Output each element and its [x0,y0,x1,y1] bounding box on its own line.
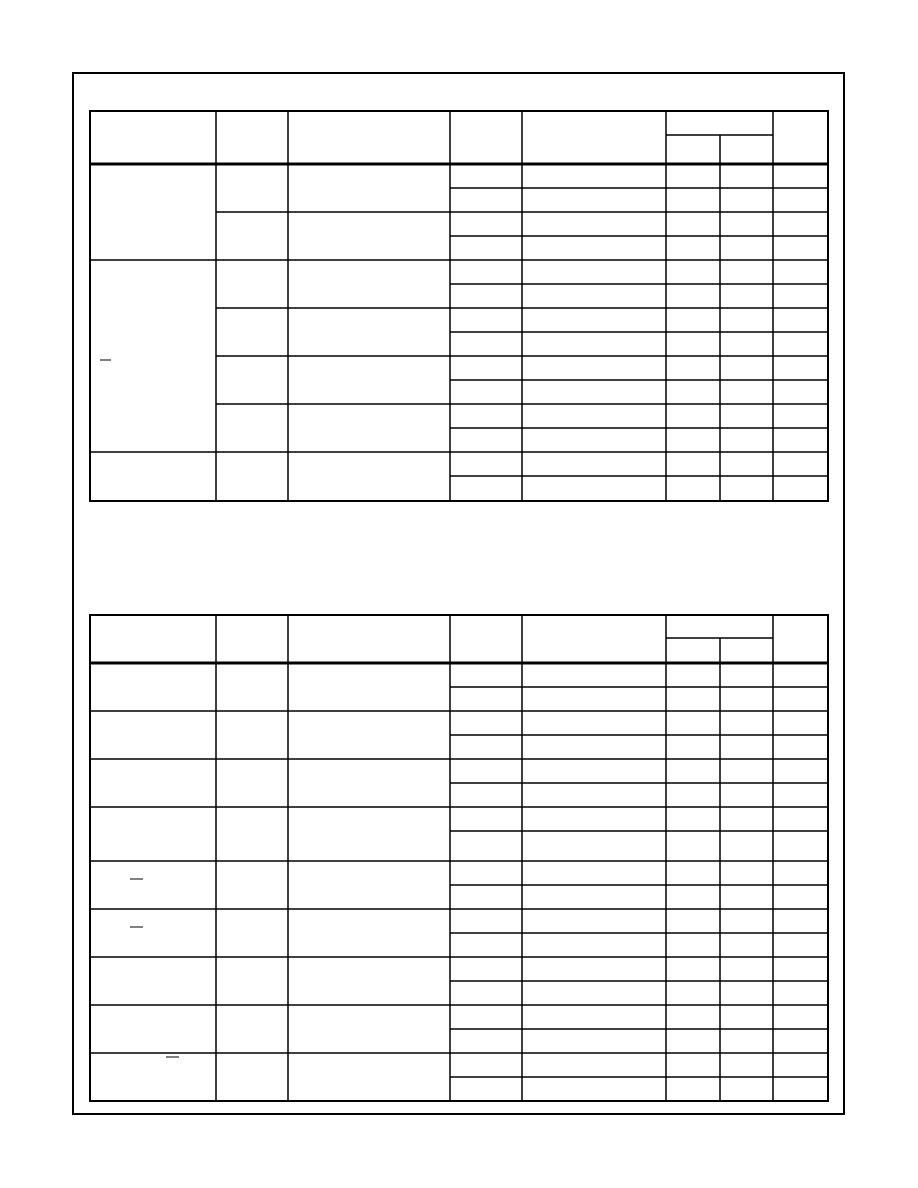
spec-table-2 [89,614,829,1102]
spec-table-1-grid [89,110,829,502]
spec-table-1 [89,110,829,502]
spec-table-2-grid [89,614,829,1102]
